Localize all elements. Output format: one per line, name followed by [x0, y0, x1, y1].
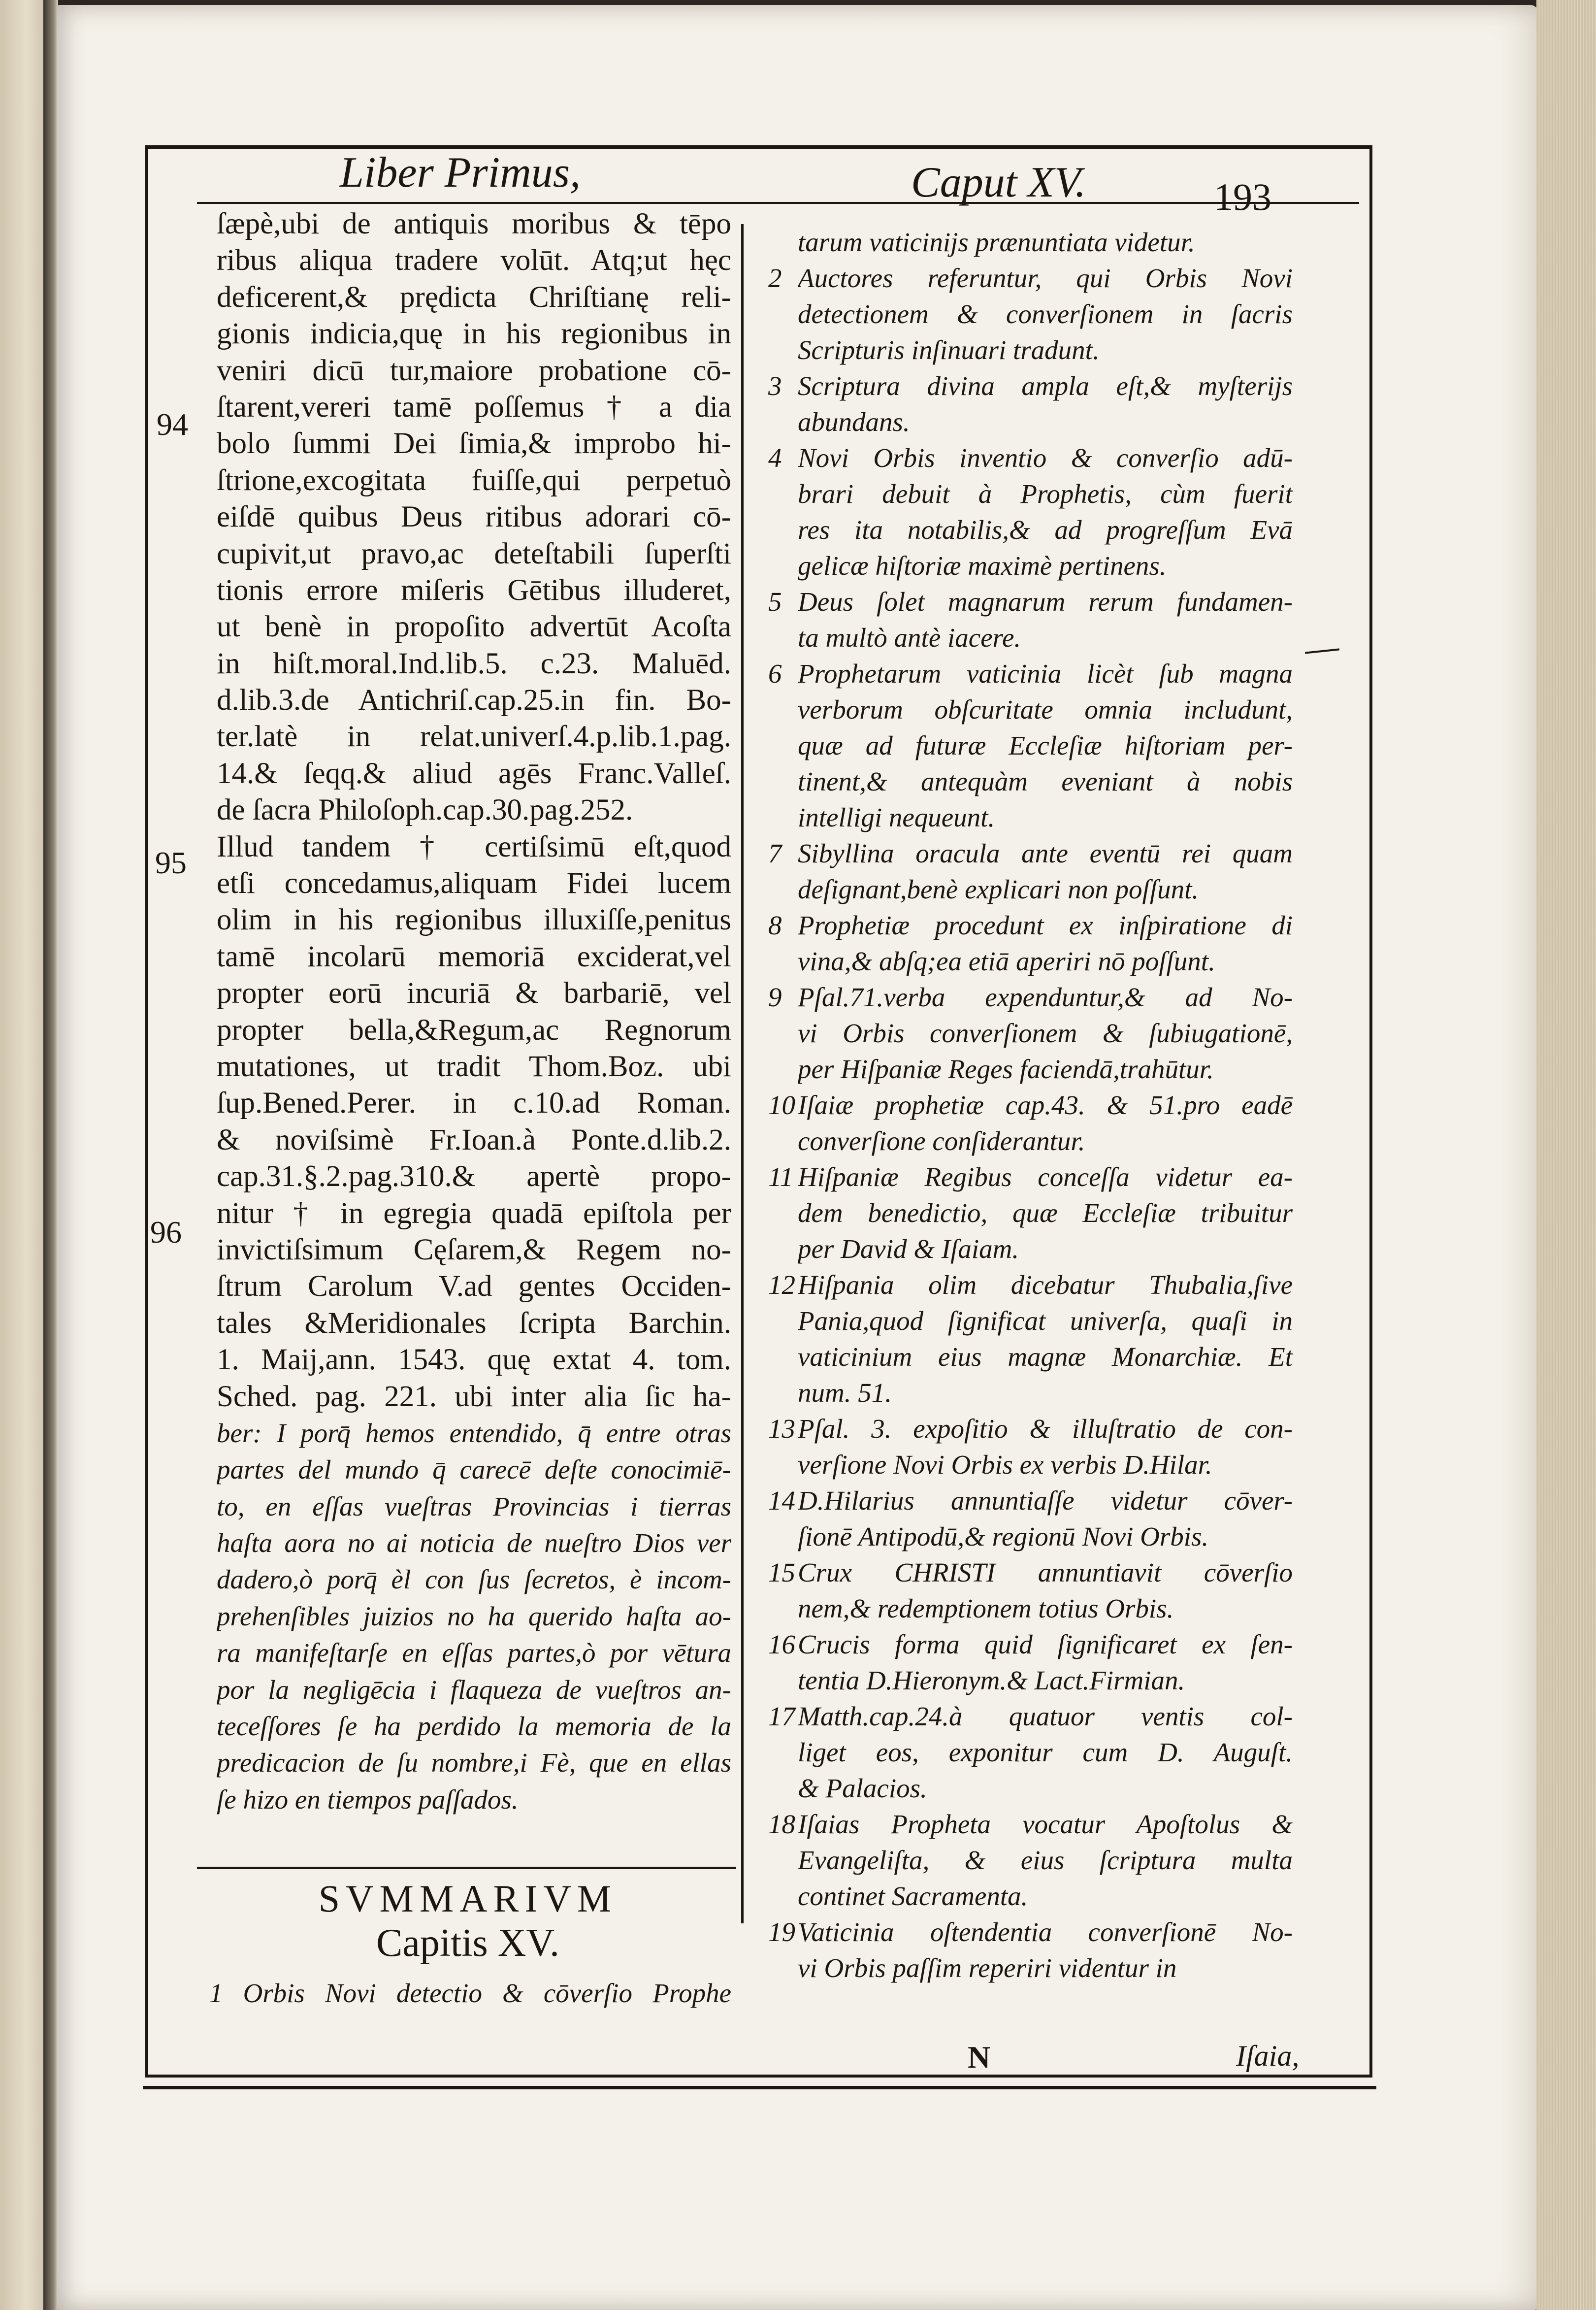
text-line: nitur † in egregia quadā epiſtola per [217, 1196, 731, 1230]
text-line: gionis indicia,quę in his regionibus in [217, 317, 731, 351]
summary-line: Auctores referuntur, qui Orbis Novi [798, 263, 1293, 293]
text-line: ra manifeſtarſe en eſſas partes,ò por vētura [217, 1638, 731, 1668]
summary-line: vaticinium eius magnæ Monarchiæ. Et [798, 1342, 1293, 1372]
text-line: teceſſores ſe ha perdido la memoria de la [217, 1711, 731, 1742]
page-stack-edge [1536, 0, 1596, 2310]
summary-item-number: 7 [768, 838, 782, 868]
summary-item-number: 16 [768, 1629, 795, 1659]
summary-line: quæ ad futuræ Eccleſiæ hiſtoriam per- [798, 730, 1293, 760]
summary-line: Hiſpaniæ Regibus conceſſa videtur ea- [798, 1162, 1293, 1192]
summary-item-number: 6 [768, 659, 782, 689]
summary-line: tinent,& antequàm eveniant à nobis [798, 766, 1293, 796]
signature-mark: N [968, 2040, 991, 2075]
summary-item-number: 14 [768, 1485, 795, 1516]
summary-line: Crux CHRISTI annuntiavit cōverſio [798, 1557, 1293, 1587]
running-head-left: Liber Primus, [340, 149, 581, 197]
summary-line: Pſal.71.verba expenduntur,& ad No- [798, 982, 1293, 1012]
summary-line: vi Orbis paſſim reperiri videntur in [798, 1953, 1177, 1983]
text-line: por la negligēcia i flaqueza de vueſtros an- [217, 1674, 731, 1705]
summary-item-number: 13 [768, 1414, 795, 1444]
summary-item-number: 3 [768, 371, 782, 401]
header-rule [197, 202, 1359, 204]
text-line: in hiſt.moral.Ind.lib.5. c.23. Maluēd. [217, 647, 731, 680]
text-line: 1. Maij,ann. 1543. quę extat 4. tom. [217, 1343, 731, 1377]
summary-item-number: 2 [768, 263, 782, 293]
summary-line: intelligi nequeunt. [798, 802, 995, 832]
summary-line: Sibyllina oracula ante eventū rei quam [798, 838, 1293, 868]
margin-number-94: 94 [157, 407, 188, 442]
summary-item [768, 1087, 1293, 1159]
text-line: Illud tandem † certiſsimū eſt,quod [217, 830, 731, 863]
summary-line: liget eos, exponitur cum D. Auguſt. [798, 1737, 1293, 1767]
text-line: mutationes, ut tradit Thom.Boz. ubi [217, 1050, 731, 1083]
text-line: invictiſsimum Cęſarem,& Regem no- [217, 1233, 731, 1266]
text-line: ſup.Bened.Perer. in c.10.ad Roman. [217, 1087, 731, 1120]
page-number: 193 [1214, 175, 1271, 218]
summary-line: deſignant,benè explicari non poſſunt. [798, 874, 1199, 904]
summary-line: ſionē Antipodū,& regionū Novi Orbis. [798, 1521, 1209, 1551]
summary-item-number: 12 [768, 1270, 795, 1300]
summary-item-number: 18 [768, 1809, 795, 1839]
summary-line: brari debuit à Prophetis, cùm fuerit [798, 479, 1293, 509]
summary-item [768, 1698, 1293, 1806]
margin-number-96: 96 [150, 1215, 182, 1250]
text-line: propter bella,&Regum,ac Regnorum [217, 1013, 731, 1047]
summary-line: Evangeliſta, & eius ſcriptura multa [798, 1845, 1293, 1875]
summary-line: Deus ſolet magnarum rerum fundamen- [798, 587, 1293, 617]
catchword: Iſaia, [1236, 2040, 1300, 2072]
summary-item [768, 656, 1293, 835]
summary-item [768, 440, 1293, 584]
summary-line: num. 51. [798, 1378, 892, 1408]
text-line: tionis errore miſeris Gētibus illuderet, [217, 573, 731, 607]
text-line: Sched. pag. 221. ubi inter alia ſic ha- [217, 1380, 731, 1413]
text-line: cupivit,ut pravo,ac deteſtabili ſuperſti [217, 537, 731, 570]
summary-line: Crucis forma quid ſignificaret ex ſen- [798, 1629, 1293, 1659]
text-line: deficerent,& prędicta Chriſtianę reli- [217, 280, 731, 314]
summary-line: converſione conſiderantur. [798, 1126, 1085, 1156]
summary-line: abundans. [798, 407, 910, 437]
summary-item [768, 224, 1293, 260]
summary-column [768, 224, 1293, 1986]
margin-number-95: 95 [155, 845, 187, 880]
summary-line: nem,& redemptionem totius Orbis. [798, 1593, 1174, 1623]
facing-page-edge [0, 0, 43, 2310]
summary-line: per Hiſpaniæ Reges faciendā,trahūtur. [798, 1054, 1214, 1084]
summary-line: verborum obſcuritate omnia includunt, [798, 694, 1293, 725]
summary-item [768, 979, 1293, 1087]
summary-item [768, 1806, 1293, 1914]
summary-item-number: 15 [768, 1557, 795, 1587]
text-line: ſe hizo en tiempos paſſados. [217, 1784, 519, 1815]
text-line: olim in his regionibus illuxiſſe,penitus [217, 903, 731, 937]
summary-line: Novi Orbis inventio & converſio adū- [798, 443, 1293, 473]
summary-line: res ita notabilis,& ad progreſſum Evā [798, 515, 1293, 545]
text-line: dadero,ò porq̄ èl con ſus ſecretos, è incom- [217, 1564, 731, 1595]
summary-item [768, 1554, 1293, 1626]
summary-line: per David & Iſaiam. [798, 1234, 1019, 1264]
summary-item-number: 5 [768, 587, 782, 617]
summary-item [768, 584, 1293, 656]
summary-item-number: 19 [768, 1917, 795, 1947]
running-head-center: Caput XV. [911, 159, 1086, 206]
summary-line: Prophetarum vaticinia licèt ſub magna [798, 659, 1293, 689]
text-line: 14.& ſeqq.& aliud agēs Franc.Valleſ. [217, 757, 731, 790]
book-gutter [43, 0, 58, 2310]
text-line: d.lib.3.de Antichriſ.cap.25.in fin. Bo- [217, 684, 731, 717]
footer-rule [143, 2086, 1376, 2089]
text-line: to, en eſſas vueſtras Provincias i tierras [217, 1491, 731, 1521]
text-line: cap.31.§.2.pag.310.& apertè propo- [217, 1160, 731, 1193]
summary-item [768, 1626, 1293, 1698]
text-line: ter.latè in relat.univerſ.4.p.lib.1.pag. [217, 720, 731, 754]
summary-item-number: 8 [768, 910, 782, 940]
text-line: ber: I porq̄ hemos entendido, q̄ entre otras [217, 1418, 731, 1448]
summary-item-number: 4 [768, 443, 782, 473]
summary-line: Pania,quod ſignificat univerſa, quaſi in [798, 1306, 1293, 1336]
text-line: prehenſibles juizios no ha querido haſta ao- [217, 1601, 731, 1631]
summary-item [768, 368, 1293, 440]
summary-line: continet Sacramenta. [798, 1881, 1028, 1911]
text-line: partes del mundo q̄ carecē deſte conocimiē- [217, 1454, 731, 1485]
text-line: tales &Meridionales ſcripta Barchin. [217, 1306, 731, 1340]
summary-line: Vaticinia oſtendentia converſionē No- [798, 1917, 1293, 1947]
summary-line: Iſaias Propheta vocatur Apoſtolus & [798, 1809, 1293, 1839]
summary-item [768, 1411, 1293, 1483]
summary-item [768, 260, 1293, 368]
summary-item-number: 10 [768, 1090, 795, 1120]
summarium-first-line: 1 Orbis Novi detectio & cōverſio Prophe [209, 1978, 731, 2008]
summary-line: tarum vaticinijs prænuntiata videtur. [798, 227, 1195, 257]
text-line: etſi concedamus,aliquam Fidei lucem [217, 867, 731, 900]
summary-item [768, 835, 1293, 907]
text-line: ſæpè,ubi de antiquis moribus & tēpo [217, 207, 731, 240]
summary-line: Scriptura divina ampla eſt,& myſterijs [798, 371, 1293, 401]
text-line: ſtrione,excogitata fuiſſe,qui perpetuò [217, 463, 731, 497]
summary-item [768, 1267, 1293, 1411]
summary-line: Prophetiæ procedunt ex inſpiratione di [798, 910, 1293, 940]
summary-line: vi Orbis converſionem & ſubiugationē, [798, 1018, 1293, 1048]
summary-item [768, 1483, 1293, 1554]
summary-line: Scripturis inſinuari tradunt. [798, 335, 1100, 365]
summarium-rule [197, 1867, 736, 1869]
summary-item-number: 11 [768, 1162, 793, 1192]
text-line: tamē incolarū memoriā exciderat,vel [217, 940, 731, 973]
summary-line: detectionem & converſionem in ſacris [798, 299, 1293, 329]
summary-line: Pſal. 3. expoſitio & illuſtratio de con- [798, 1414, 1293, 1444]
summary-line: & Palacios. [798, 1773, 927, 1803]
text-line: bolo ſummi Dei ſimia,& improbo hi- [217, 427, 731, 461]
summary-line: dem benedictio, quæ Eccleſiæ tribuitur [798, 1198, 1293, 1228]
text-line: de ſacra Philoſoph.cap.30.pag.252. [217, 793, 633, 827]
text-line: predicacion de ſu nombre,i Fè, que en ellas [217, 1748, 731, 1778]
column-divider [741, 224, 744, 1923]
text-line: & noviſsimè Fr.Ioan.à Ponte.d.lib.2. [217, 1123, 731, 1156]
summary-item-number: 17 [768, 1701, 795, 1731]
summary-line: gelicæ hiſtoriæ maximè pertinens. [798, 551, 1167, 581]
text-line: propter eorū incuriā & barbariē, vel [217, 977, 731, 1010]
summary-item-number: 9 [768, 982, 782, 1012]
summarium-title: SVMMARIVM [318, 1877, 618, 1920]
text-line: ſtarent,vereri tamē poſſemus † a dia [217, 390, 731, 424]
summary-item [768, 1159, 1293, 1267]
text-line: ribus aliqua tradere volūt. Atq;ut hęc [217, 244, 731, 277]
summary-line: ta multò antè iacere. [798, 623, 1021, 653]
text-line: eiſdē quibus Deus ritibus adorari cō- [217, 500, 731, 534]
text-line: ſtrum Carolum V.ad gentes Occiden- [217, 1270, 731, 1303]
summary-line: tentia D.Hieronym.& Lact.Firmian. [798, 1665, 1185, 1695]
summary-line: vina,& abſq;ea etiā aperiri nō poſſunt. [798, 946, 1215, 976]
text-line: veniri dicū tur,maiore probatione cō- [217, 354, 731, 387]
text-line: ut benè in propoſito advertūt Acoſta [217, 610, 731, 644]
summarium-subtitle: Capitis XV. [376, 1921, 559, 1965]
summary-line: Hiſpania olim dicebatur Thubalia,ſive [798, 1270, 1293, 1300]
summary-line: Iſaiæ prophetiæ cap.43. & 51.pro eadē [798, 1090, 1293, 1120]
summary-item [768, 907, 1293, 979]
summary-line: D.Hilarius annuntiaſſe videtur cōver- [798, 1485, 1293, 1516]
summary-item [768, 1914, 1293, 1986]
summary-line: Matth.cap.24.à quatuor ventis col- [798, 1701, 1293, 1731]
text-line: haſta aora no ai noticia de nueſtro Dios ver [217, 1528, 731, 1558]
summary-line: verſione Novi Orbis ex verbis D.Hilar. [798, 1450, 1212, 1480]
left-text-column [217, 206, 731, 1818]
